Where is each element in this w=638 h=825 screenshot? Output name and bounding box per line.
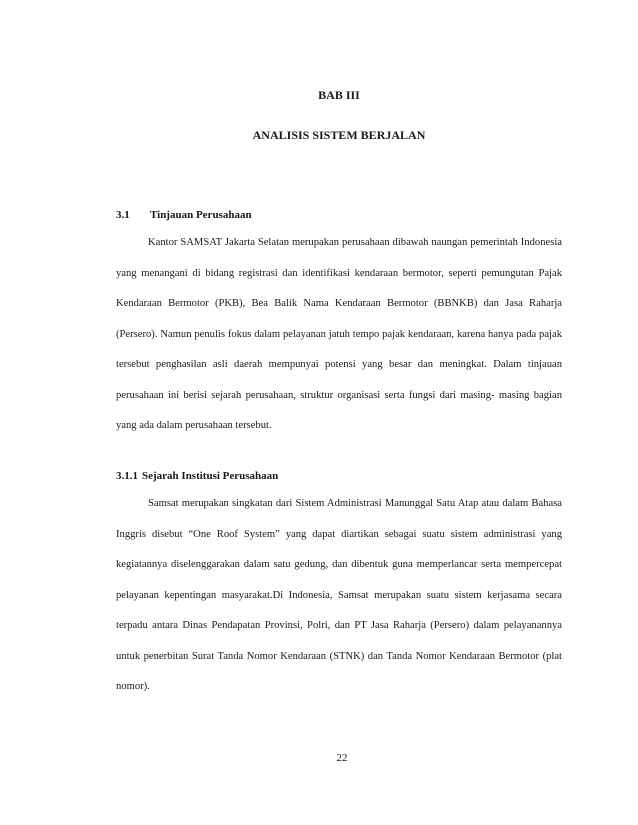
page-number: 22 xyxy=(336,752,348,764)
section-3-1-1-paragraph: Samsat merupakan singkatan dari Sistem Administrasi Manunggal Satu Atap atau dalam Bahasa Inggris disebut “One Roof System” yang dapat diartikan sebagai suatu sistem administrasi yang kegiatannya diselenggarakan dalam satu gedung, dan dibentuk guna memperlancar serta mempercepat pelayanan kepentingan masyarakat.Di Indonesia, Samsat merupakan suatu sistem kerjasama secara terpadu antara Dinas Pendapatan Provinsi, Polri, dan PT Jasa Raharja (Persero) dalam pelayanannya untuk penerbitan Surat Tanda Nomor Kendaraan (STNK) dan Tanda Nomor Kendaraan Bermotor (plat nomor). xyxy=(116,498,562,692)
section-heading-3-1 xyxy=(116,209,252,221)
section-heading-3-1-1 xyxy=(116,470,278,482)
section-number: 3.1 xyxy=(116,209,130,221)
subsection-number: 3.1.1 xyxy=(116,470,138,482)
subsection-title: Sejarah Institusi Perusahaan xyxy=(142,470,279,482)
section-title: Tinjauan Perusahaan xyxy=(150,209,252,221)
chapter-number: BAB III xyxy=(318,88,360,102)
section-3-1-paragraph: Kantor SAMSAT Jakarta Selatan merupakan perusahaan dibawah naungan pemerintah Indonesia yang menangani di bidang registrasi dan identifikasi kendaraan bermotor, seperti pemungutan Pajak Kendaraan Bermotor (PKB), Bea Balik Nama Kendaraan Bermotor (BBNKB) dan Jasa Raharja (Persero). Namun penulis fokus dalam pelayanan jatuh tempo pajak kendaraan, karena hanya pada pajak tersebut penghasilan asli daerah mempunyai potensi yang besar dan meningkat. Dalam tinjauan perusahaan ini berisi sejarah perusahaan, struktur organisasi serta fungsi dari masing- masing bagian yang ada dalam perusahaan tersebut. xyxy=(116,237,562,431)
chapter-title: ANALISIS SISTEM BERJALAN xyxy=(252,128,426,142)
